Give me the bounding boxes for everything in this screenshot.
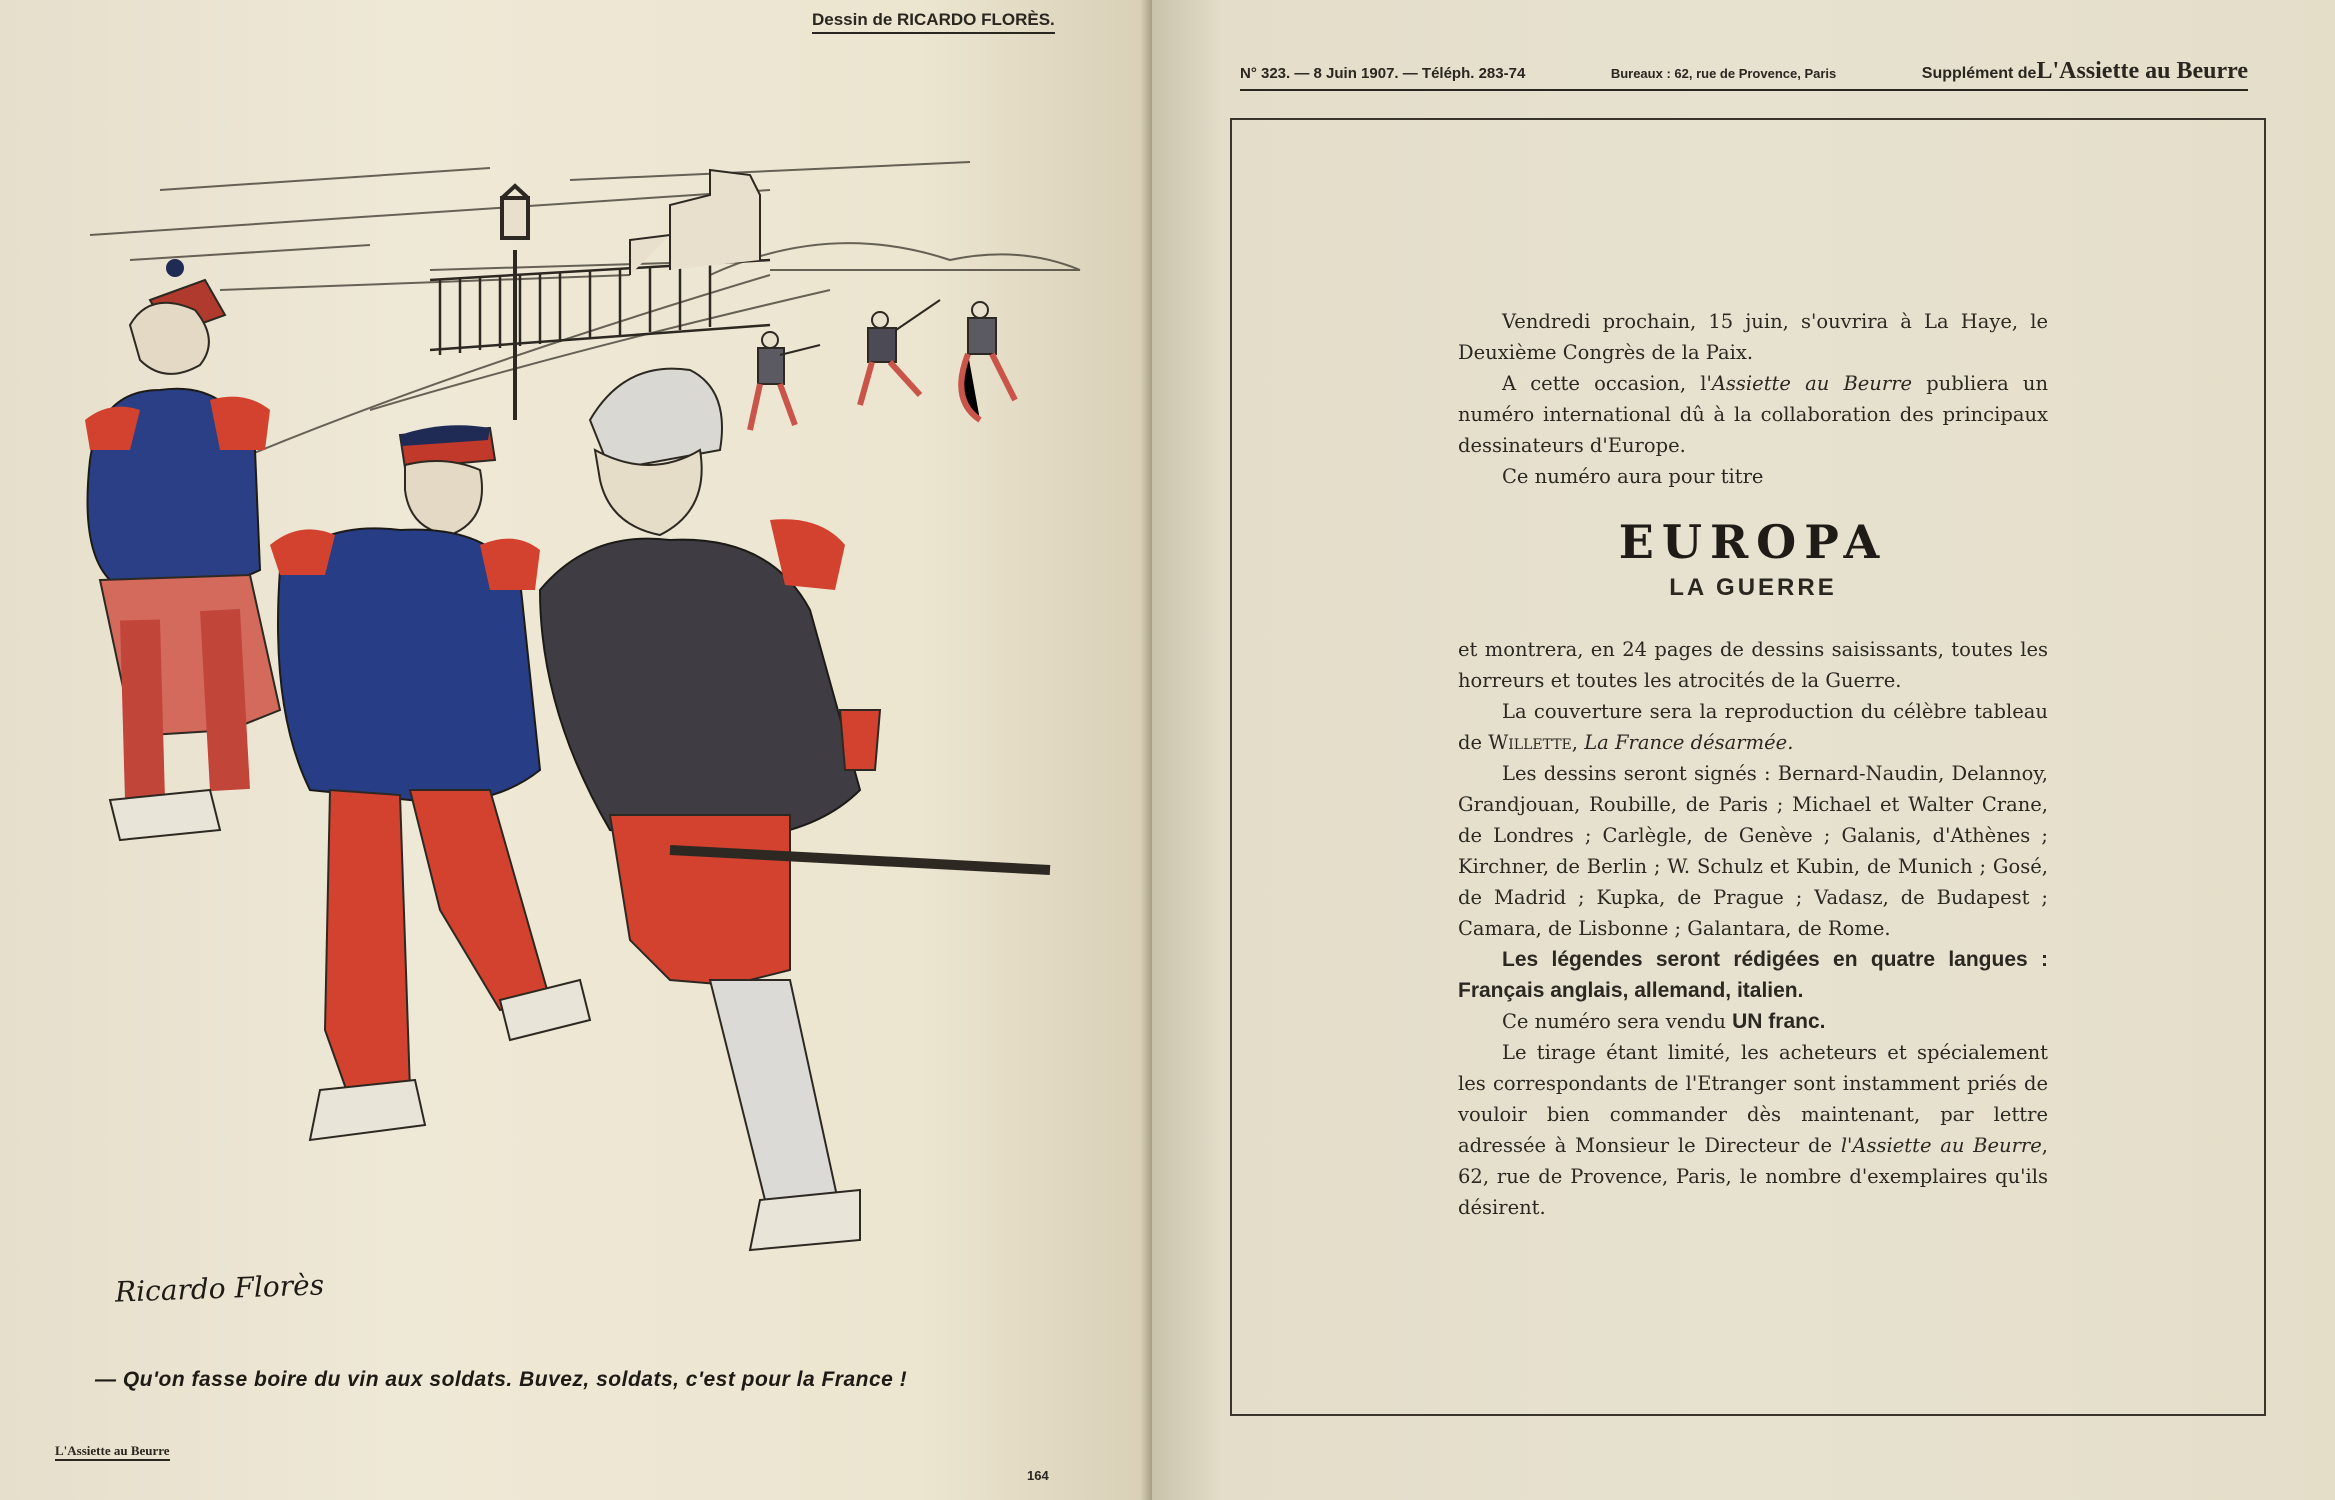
paragraph-contents: et montrera, en 24 pages de dessins saisissants, toutes les horreurs et toutes les atrocités de la Guerre.: [1458, 638, 2048, 692]
p5-start: La couverture sera la reproduction du célèbre tableau de: [1458, 700, 2048, 754]
left-page: [0, 0, 1152, 1500]
announcement-text: [1458, 306, 2048, 1223]
p9-end: , 62, rue de Provence, Paris, le nombre d'exemplaires qu'ils désirent.: [1458, 1134, 2048, 1219]
paragraph-price: [1458, 1006, 2048, 1037]
paragraph-occasion: [1458, 368, 2048, 461]
issue-subtitle: LA GUERRE: [1669, 574, 1837, 601]
paragraph-congress: Vendredi prochain, 15 juin, s'ouvrira à La Haye, le Deuxième Congrès de la Paix.: [1458, 310, 2048, 364]
p2-start: A cette occasion, l': [1502, 372, 1712, 395]
soldier-middle: [270, 425, 590, 1140]
footer-publication-title: L'Assiette au Beurre: [55, 1443, 170, 1461]
p2-end: publiera un numéro international dû à la collaboration des principaux dessinateurs d'Europe.: [1458, 372, 2049, 457]
p2-journal: Assiette au Beurre: [1711, 372, 1913, 395]
cartoon-caption: — Qu'on fasse boire du vin aux soldats. Buvez, soldats, c'est pour la France !: [95, 1368, 908, 1391]
castle-sketch: [630, 170, 760, 275]
paragraph-ordering: [1458, 1037, 2048, 1223]
page-number: 164: [1027, 1468, 1049, 1483]
supplement-line: [1922, 58, 2248, 85]
masthead: [1240, 58, 2248, 91]
p8-start: Ce numéro sera vendu: [1502, 1010, 1733, 1033]
p5-sep: ,: [1571, 731, 1585, 754]
soldier-left: [85, 259, 280, 840]
bureaux-address: Bureaux : 62, rue de Provence, Paris: [1610, 66, 1837, 81]
cartoon-illustration: [70, 150, 1100, 1330]
distant-soldiers: [750, 300, 1015, 430]
p8-price: UN franc.: [1732, 1010, 1826, 1033]
railing-sketch: [430, 260, 770, 355]
lamp-post-sketch: [502, 186, 528, 420]
issue-info: N° 323. — 8 Juin 1907. — Téléph. 283-74: [1240, 65, 1526, 82]
issue-title-block: [1458, 514, 2048, 606]
paragraph-title-intro: Ce numéro aura pour titre: [1502, 465, 1764, 488]
issue-title: EUROPA: [1618, 515, 1888, 569]
p9-start: Le tirage étant limité, les acheteurs et spécialement les correspondants de l'Etranger sont instamment priés de vouloir bien commander dès maintenant, par lettre adressée à Monsieur le Directeur de: [1458, 1041, 2048, 1157]
paragraph-cover: [1458, 696, 2048, 758]
p5-artist: Willette: [1488, 731, 1572, 754]
paragraph-languages: Les légendes seront rédigées en quatre langues : Français anglais, allemand, italien.: [1458, 948, 2048, 1002]
p5-work: La France désarmée.: [1584, 731, 1794, 754]
publication-name: L'Assiette au Beurre: [2036, 58, 2248, 84]
drawing-credit: Dessin de RICARDO FLORÈS.: [812, 10, 1055, 34]
artist-signature: Ricardo Florès: [114, 1268, 325, 1309]
supplement-label: Supplément de: [1921, 65, 2037, 82]
paragraph-artists: Les dessins seront signés : Bernard-Naudin, Delannoy, Grandjouan, Roubille, de Paris ; Michael et Walter Crane, de Londres ; Carlègle, de Genève ; Galanis, d'Athènes ; Kirchner, de Berlin ; W. Schulz et Kubin, de Munich ; Gosé, de Madrid ; Kupka, de Prague ; Vadasz, de Budapest ; Camara, de Lisbonne ; Galantara, de Rome.: [1458, 762, 2048, 940]
soldier-right: [540, 369, 1050, 1250]
p9-journal: l'Assiette au Beurre: [1840, 1134, 2042, 1157]
